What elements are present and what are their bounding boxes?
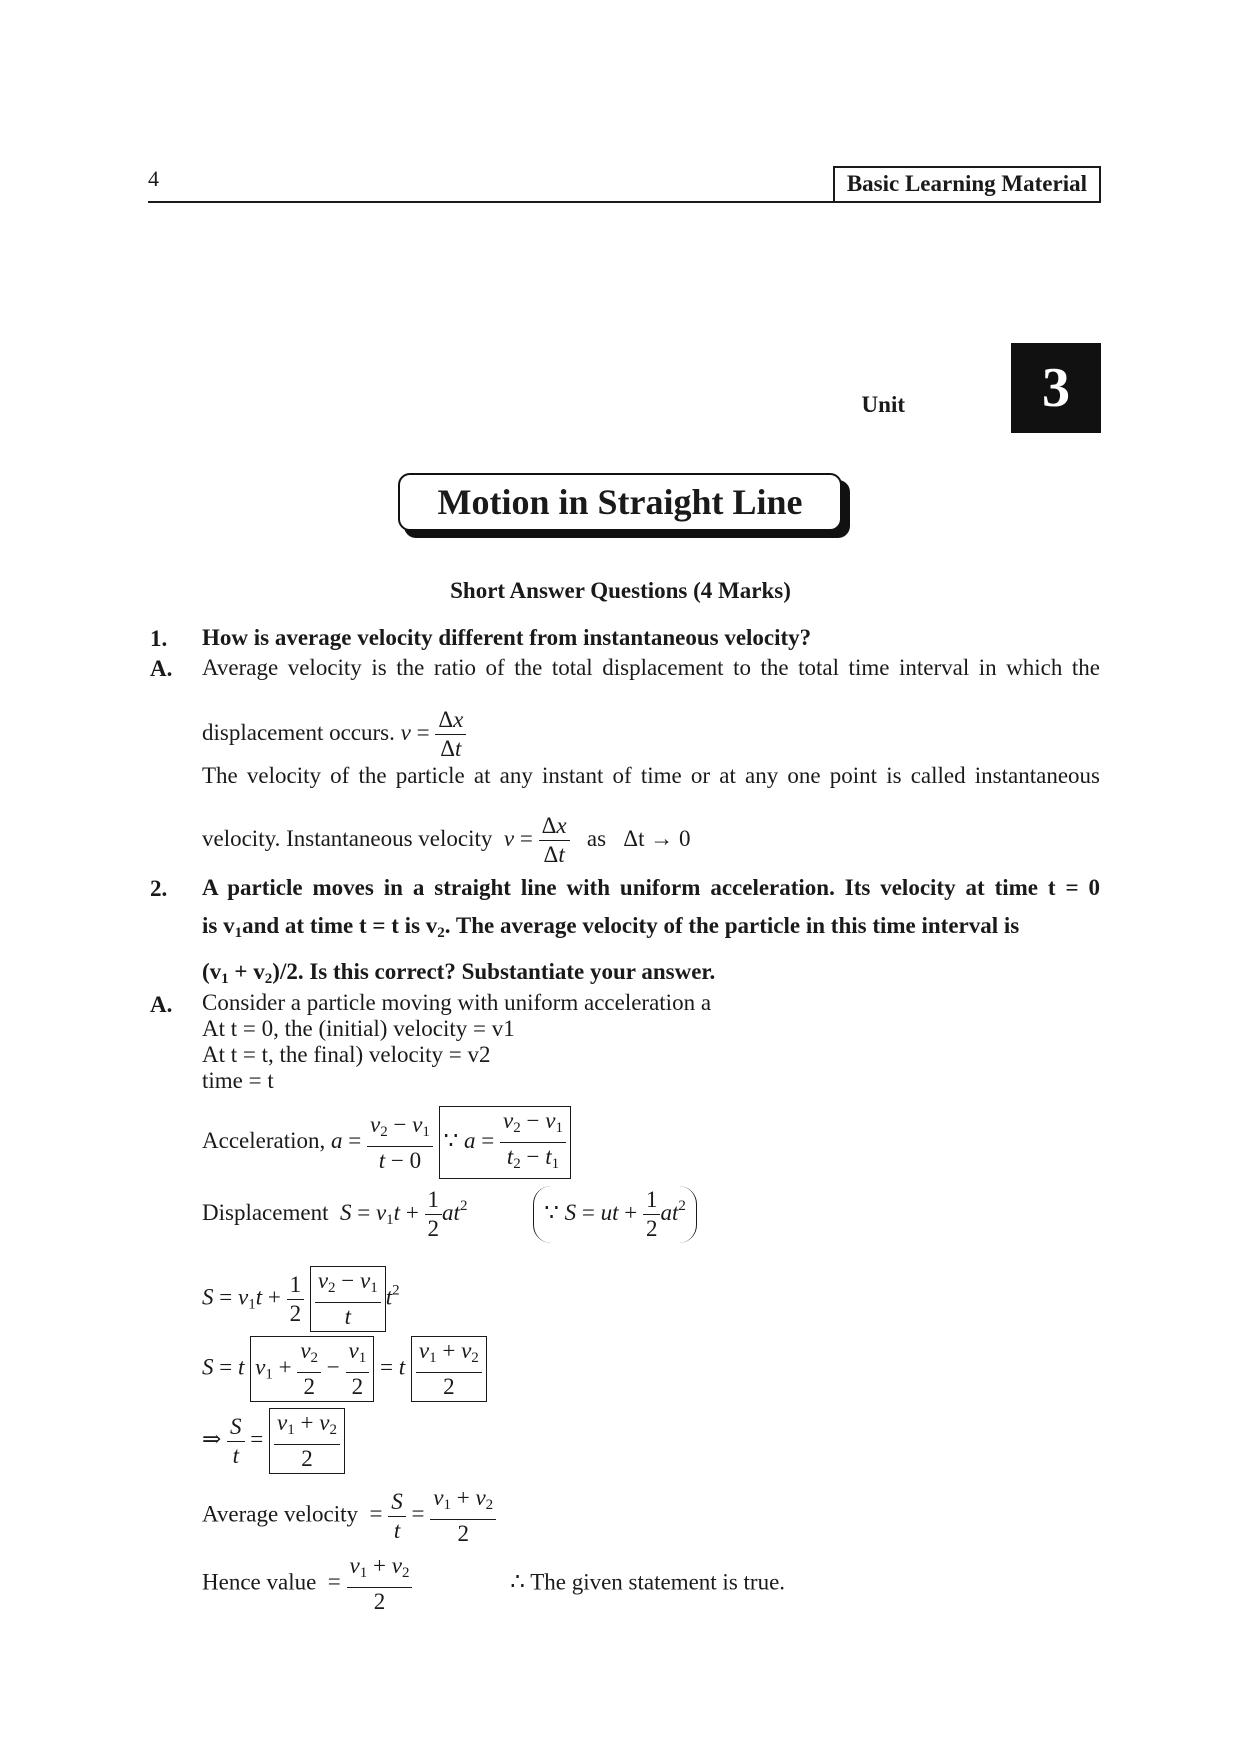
chapter-title: Motion in Straight Line <box>398 473 842 531</box>
book-title-badge: Basic Learning Material <box>833 166 1101 203</box>
q1-answer-line1: Average velocity is the ratio of the total displacement to the total time interval in which the <box>202 655 1100 680</box>
acceleration-formula: a = $\frac{v_2 - v_1}{t - 0}$ ∵ a = $\frac{v_2 - v_1}{t_2 - t_1}$ <box>331 1128 571 1153</box>
q2-answer-label: A. <box>150 992 173 1017</box>
average-velocity-result: = $\frac{S}{t}$ = $\frac{v_1 + v_2}{2}$ <box>364 1501 496 1526</box>
kinematic-equation-note: ∵ S = ut + $\frac{1}{2}$ $at^2$ <box>533 1186 697 1243</box>
therefore-symbol: ∴ <box>510 1569 525 1595</box>
displacement-formula: $S = v_1t$ + $\frac{1}{2}$ $at^2$ <box>339 1187 468 1241</box>
hence-line <box>202 1552 785 1616</box>
hence-value-formula: = $\frac{v_1 + v_2}{2}$ <box>322 1569 418 1594</box>
limit-expression: Δt → 0 <box>623 825 691 851</box>
q2-number: 2. <box>150 876 168 901</box>
unit-label: Unit <box>861 392 905 417</box>
q1-question: How is average velocity different from instantaneous velocity? <box>202 625 812 650</box>
avg-velocity-formula: v = $\frac{\Delta x}{\Delta t}$ <box>401 720 467 745</box>
q1-as-text: as <box>586 825 607 851</box>
q1-answer-label: A. <box>150 656 173 681</box>
q2-a4: time = t <box>202 1068 274 1093</box>
avg-label: Average velocity <box>202 1501 359 1527</box>
acc-definition-bracket: ∵ a = $\frac{v_2 - v_1}{t_2 - t_1}$ <box>439 1106 571 1179</box>
q2-a2: At t = 0, the (initial) velocity = v1 <box>202 1016 515 1041</box>
q2-a3: At t = t, the final) velocity = v2 <box>202 1042 491 1067</box>
q2-question-line3: $(v_1 + v_2)/2$. Is this correct? Substantiate your answer. <box>202 959 716 987</box>
q2-question-line2 <box>202 912 1100 947</box>
q2-question-line1: A particle moves in a straight line with uniform acceleration. Its velocity at time t = 0 <box>202 875 1100 900</box>
average-velocity-line <box>202 1484 496 1548</box>
page-number: 4 <box>148 166 159 191</box>
q1-answer-line3: The velocity of the particle at any instant of time or at any one point is called instantaneous <box>202 763 1100 788</box>
inst-velocity-formula: v = $\frac{\Delta x}{\Delta t}$ <box>498 826 575 851</box>
displacement-line <box>202 1186 697 1243</box>
q1-answer-line4 <box>202 812 690 869</box>
chapter-title-frame <box>398 473 850 535</box>
derivation-step1: $S = v_1t$ + $\frac{1}{2}$ $\frac{v_2 - v_1}{t}$ $t^2$ <box>202 1266 400 1332</box>
q1-number: 1. <box>150 626 168 651</box>
q1-line2-text: displacement occurs. <box>202 719 395 745</box>
derivation-step2: S = t $v_1$ + $\frac{v_2}{2}$ − $\frac{v_1}{2}$ = t $\frac{v_1 + v_2}{2}$ <box>202 1336 487 1402</box>
q1-answer-line2 <box>202 706 466 763</box>
acc-label: Acceleration, <box>202 1127 326 1153</box>
q2-a1: Consider a particle moving with uniform acceleration a <box>202 990 712 1015</box>
q2-answer-intro <box>202 990 711 1094</box>
header-rule <box>148 201 1101 203</box>
q2-l2-part1: is $v_1and$ at time t = t is $v_2$. The average velocity of the particle in this time interval is <box>202 913 1020 941</box>
disp-label: Displacement <box>202 1199 329 1225</box>
derivation-step3: ⇒ $\frac{S}{t}$ = $\frac{v_1 + v_2}{2}$ <box>202 1408 345 1474</box>
section-title: Short Answer Questions (4 Marks) <box>450 578 791 603</box>
hence-label: Hence value <box>202 1569 317 1595</box>
acceleration-line <box>202 1106 571 1179</box>
unit-number-badge: 3 <box>1011 343 1101 433</box>
q1-line4-text: velocity. Instantaneous velocity <box>202 825 493 851</box>
conclusion-text: The given statement is true. <box>530 1569 786 1595</box>
q2-sum-expression: $(v_1 + v_2)$ <box>202 959 280 987</box>
